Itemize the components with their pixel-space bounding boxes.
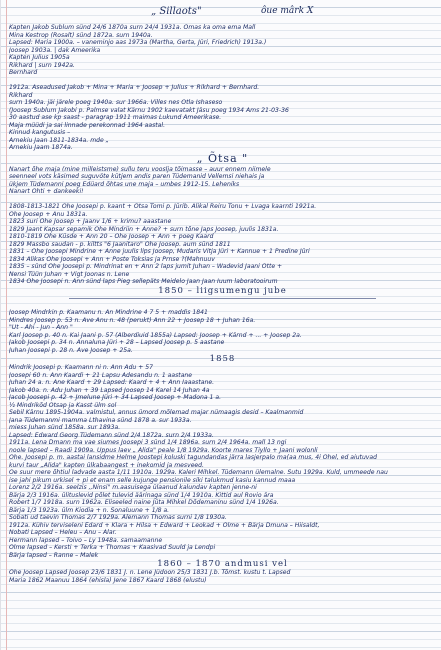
- text-line: Karl Joosep p. 40 n. Kai Jaani p. 57 (Alberdiuid 1855a) Lapsed: Joosep + Kärnd + ... + Joosep 2a.: [9, 331, 302, 339]
- text-line: Jacob Joosepi p. 42 + Jmelune Jüri + 34 Lapsed Joosep + Madona 1 a.: [9, 394, 222, 401]
- margin-line: [6, 0, 7, 650]
- text-line: Mindres Joosep p. 53 n. Ave Anu n. 48 (perukt) Ann 22 + Joosep 18 + Juhan 16a.: [9, 316, 256, 324]
- text-line: Lorenz 2/2 1916a. seelzis ,,Ninsi" m.aasuisega ülaanud kalundav kapten jenne-ni: [9, 484, 257, 491]
- text-line: Nanart õhe maja (mine milleistsme) sullu teru vooslja tõimasse – auur ennem niimele: [9, 165, 271, 173]
- text-line: Sobati ud taevin Thomas 2/7 1929a. Alemann Thomas surni 1/8 1930a.: [9, 514, 227, 521]
- section4-title: 1860 – 1870 andmusi vel: [157, 559, 288, 569]
- text-line: Joosepi 60 n. Ann Kaardi + 21 Lapsu Adesandu n. 1 aastane: [9, 371, 193, 379]
- text-line: Lapsed: Edward Georg Tüdemann sünd 2/4 1872a. surn 2/4 1933a.: [9, 431, 214, 439]
- text-line: Ohe Joosep + Anu 1831a.: [9, 210, 88, 218]
- text-line: Bernhard: [9, 69, 38, 76]
- section3-title: 1858: [209, 354, 236, 364]
- text-line: surn 1940a. jäi järele poeg 1940a. sur 1966a. Villes nes Otla Ishaseso: [9, 99, 223, 106]
- text-line: [9, 77, 436, 85]
- text-line: 1912a. Aseadused Jakob + Mina + Maria + Joosep + Julius + Rikhard + Bernhard.: [9, 84, 260, 91]
- text-line: kurvi taur „Alida" kapten ülkabaangest + inekomid ja mesveed.: [9, 461, 204, 469]
- top-lines-block: [9, 24, 436, 129]
- text-line: 1829 Massbo saudan - p. kiltts "6 Jaanitaro" Ohe Joosep. aum sünd 1811: [9, 240, 231, 248]
- text-line: "Ut - Ahi - Jun - Ann ": [9, 324, 73, 331]
- text-line: Ohe. Joosepi p. m. aastai lansidme Helme Joostepi koluski tagundandas järra lasjerpalo ma(aa mus, 4i Ohel, ed aiutuvad: [9, 454, 378, 461]
- text-line: seenneel vots käsimed suguvöte kütjem andis paren Tüdemanid Vellemsi niehais ja: [9, 173, 265, 180]
- text-line: 30 aastud ase kp saast - paragrap 1911 maimas Lukund Ameerikase.: [9, 114, 222, 121]
- section1-head-block: [9, 129, 436, 152]
- text-line: 1834 Alikas Ohe Joosepi + Ann + Poste Toksias ja Prnse ?(Mahnuuv: [9, 255, 215, 263]
- text-line: 1835 – sünd Ohe Joosepi p. Mindrinat en + Ann 2 laps jumit Juhan – Wadevid Jaani Otte +: [9, 263, 283, 270]
- text-line: ise jahi pikum urkisel + pi et enam selle kujunge pensionile siki talukmud kasiu kannud maaa: [9, 476, 296, 484]
- text-line: Robert 1/7 1918a. surn 1962a. Eliseeled naine Jüta Mihkel Dõdemaninu sünd 1/4 1926a.: [9, 499, 279, 506]
- text-line: Jakob Joosepi p. 34 n. Annaluna Jüri + 28 – Lapsed Joosep p. 5 aastane: [9, 339, 225, 346]
- text-line: Maja müüdi ja sai linnade perekonnad 1964 aastal.: [9, 121, 166, 129]
- section1-title: „ Õtsa ": [196, 151, 249, 165]
- text-line: Joosep Mindrkin p. Kaamanu n. An Mindrine 4 7 5 + maddis 1841: [9, 309, 208, 316]
- text-line: noole lapsed – Raadi 1909a. Uppus laev „ Alida" peale 1/8 1929a. Koorte mares Tiyllo + Jaani wolonli: [9, 446, 318, 454]
- text-line: 1829 Jaant Kapsar sepamik Ohe Mindriin + Anne? + surn tõne Japs Joosep, juulis 1831a.: [9, 225, 279, 233]
- text-line: ½ Mindrikõd Otsap ja Kasst ülm sol: [9, 401, 117, 409]
- text-line: Õe suur mere õhtiul ladvade aasta 1/11 1910a. 1929a. Kaleri Mihkel. Tüdemann ülemalne. Sutu 1929a. Kuld, ummeede nau: [9, 469, 388, 476]
- title-mark: ôue mârk X: [261, 6, 314, 16]
- text-line: miess Juhan sünd 1858a. sur 1893a.: [9, 424, 121, 431]
- text-line: Nanart Õhti + dankeeki!: [9, 188, 84, 195]
- handwritten-text: [9, 24, 436, 584]
- text-line: 1823 suri Ohe Joosep + Jaanv 1/6 + krimu? aaastane: [9, 218, 172, 225]
- text-line: Kinnud kangutusis –: [9, 129, 71, 136]
- text-line: Arnekiu Jaan 1811-1834a. mde „: [9, 136, 109, 144]
- text-line: Bärja 1/3 1923a. ülm Kiodia + n. Sonaluune + 1/8 a.: [9, 506, 170, 514]
- text-line: Ohe Joosep Lapsed Joosep 23/6 1831 J. n. Lene Jüdoon 25/3 1831 J.b. Tõmst. kustu t. Lapsed: [9, 569, 291, 576]
- section2-title: 1850 – liigsumengu jube: [158, 285, 287, 296]
- section1-lines-block: [9, 166, 436, 286]
- text-line: Bärja lapsed – Ranne – Malek: [9, 551, 99, 559]
- text-line: 1834 Ohe Joosepi n. Ann sünd laps Pieg sellepäts Meidelo Jaan Jaan Iuum laboratooirum: [9, 278, 278, 285]
- text-line: Nensi Tüün Juhan + Vigt Joonas n. Lene: [9, 270, 130, 278]
- text-line: 1911a. Lena Dmann ma vae siumes Joosepi 3 sünd 1/4 1896a. surn 2/4 1964a. mall 13 ngi: [9, 439, 287, 446]
- text-line: Jakob 40a. n. Adu Juhan + 39 Lapsed Joosep 14 Karel 14 Juhan 4a: [9, 386, 210, 394]
- text-line: Maria 1862 Maanuu 1864 (ehisla) Jene 1867 Kaard 1868 (elustu): [9, 576, 207, 584]
- text-line: Olme lapsed – Kersti + Terka + Thomas + Kaasivad Suuld ja Lendpi: [9, 544, 216, 551]
- page-title: „ Sillaots": [151, 6, 202, 17]
- text-line: (Joosep Sublum Jakobi p. Palmse valat Kärnu 1902 kaevatakt Jäsu poeg 1934 Ams 21-03-36: [9, 106, 289, 114]
- section2-divider: [69, 298, 376, 299]
- section3-lines-block: [9, 364, 436, 559]
- section2-lines-block: [9, 302, 436, 355]
- text-line: Sebil Kärnu 1895-1904a. valmistul, annus ümord mõlemad majar nümaagis desid – Kaalmanmid: [9, 409, 304, 416]
- text-line: Rikhard: [9, 91, 33, 99]
- text-line: Hermann lapsed – Toivo – Ly 1948a. samaamanne: [9, 536, 163, 544]
- text-line: Jana Tüdemanmi mamma Lthavina sünd 1878 a. sur 1933a.: [9, 416, 192, 424]
- text-line: 1831 – Ohe Joosepi Mindrine + Anne juulis lips Joosep, Mudaris Vitja Jüri + Kannue + 1 Predine Jüri: [9, 248, 310, 255]
- text-line: Lapsed: Maria 1900a. – vaneminjo aas 1973a (Martha, Gerta, Jüri, Friedrich) 1913a.): [9, 39, 267, 46]
- section4-lines-block: [9, 569, 436, 584]
- text-line: Juhan Joosepi p. 28 n. Ave Joosep + 25a.: [9, 346, 133, 354]
- text-line: [9, 302, 436, 310]
- text-line: Bärja 2/3 1916a. ülituslevid põlet tulevid äärinaga sünd 1/4 1910a. Kittid aul Rovio ära: [9, 491, 274, 499]
- text-line: Joosep 1903a. | dak Ameerika: [9, 46, 101, 54]
- text-line: Rikhard | surn 1942a.: [9, 61, 75, 69]
- text-line: [9, 196, 436, 204]
- text-line: 1808-1813-1821 Ohe Joosepi p. kaant + Otsa Tomi p. Jürib. Alikal Reiru Tonu + Lvaga kaarnti 1921a.: [9, 203, 317, 210]
- text-line: Kapten Jakob Sublum sünd 24/6 1870a surn 24/4 1931a. Omas ka oma ema Mall: [9, 24, 256, 31]
- text-line: ükjem Tüdemanni poeg Edüard õhtas une maja – umbes 1912-15. Leheniks: [9, 180, 240, 188]
- text-line: Kapten Julius 1905a: [9, 54, 70, 61]
- text-line: Nobati Lapsed – Heleu – Anu – Alar.: [9, 529, 117, 536]
- text-line: Mindrik Joosepi p. Kaamann ni n. Ann Adu + 57: [9, 364, 154, 371]
- text-line: Mina Kestrop (Rosalt) sünd 1872a. surn 1940a.: [9, 31, 153, 39]
- text-line: Arnekiu Jaam 1874a.: [9, 144, 73, 151]
- text-line: 1912a. Kühiv terviseleni Edard + Klara + Hilsa + Edward + Leokad + Olme + Bärja Dmuna – Hiisaldt,: [9, 521, 320, 529]
- text-line: 1810-1819 Ohe Küsde + Ann 20 – Ohe Joosep + Ann + poeg Kaard: [9, 233, 214, 240]
- text-line: Juhan 24 a. n. Ane Kaard + 29 Lapsed: Kaard + 4 + Ann Iaaastane.: [9, 379, 215, 386]
